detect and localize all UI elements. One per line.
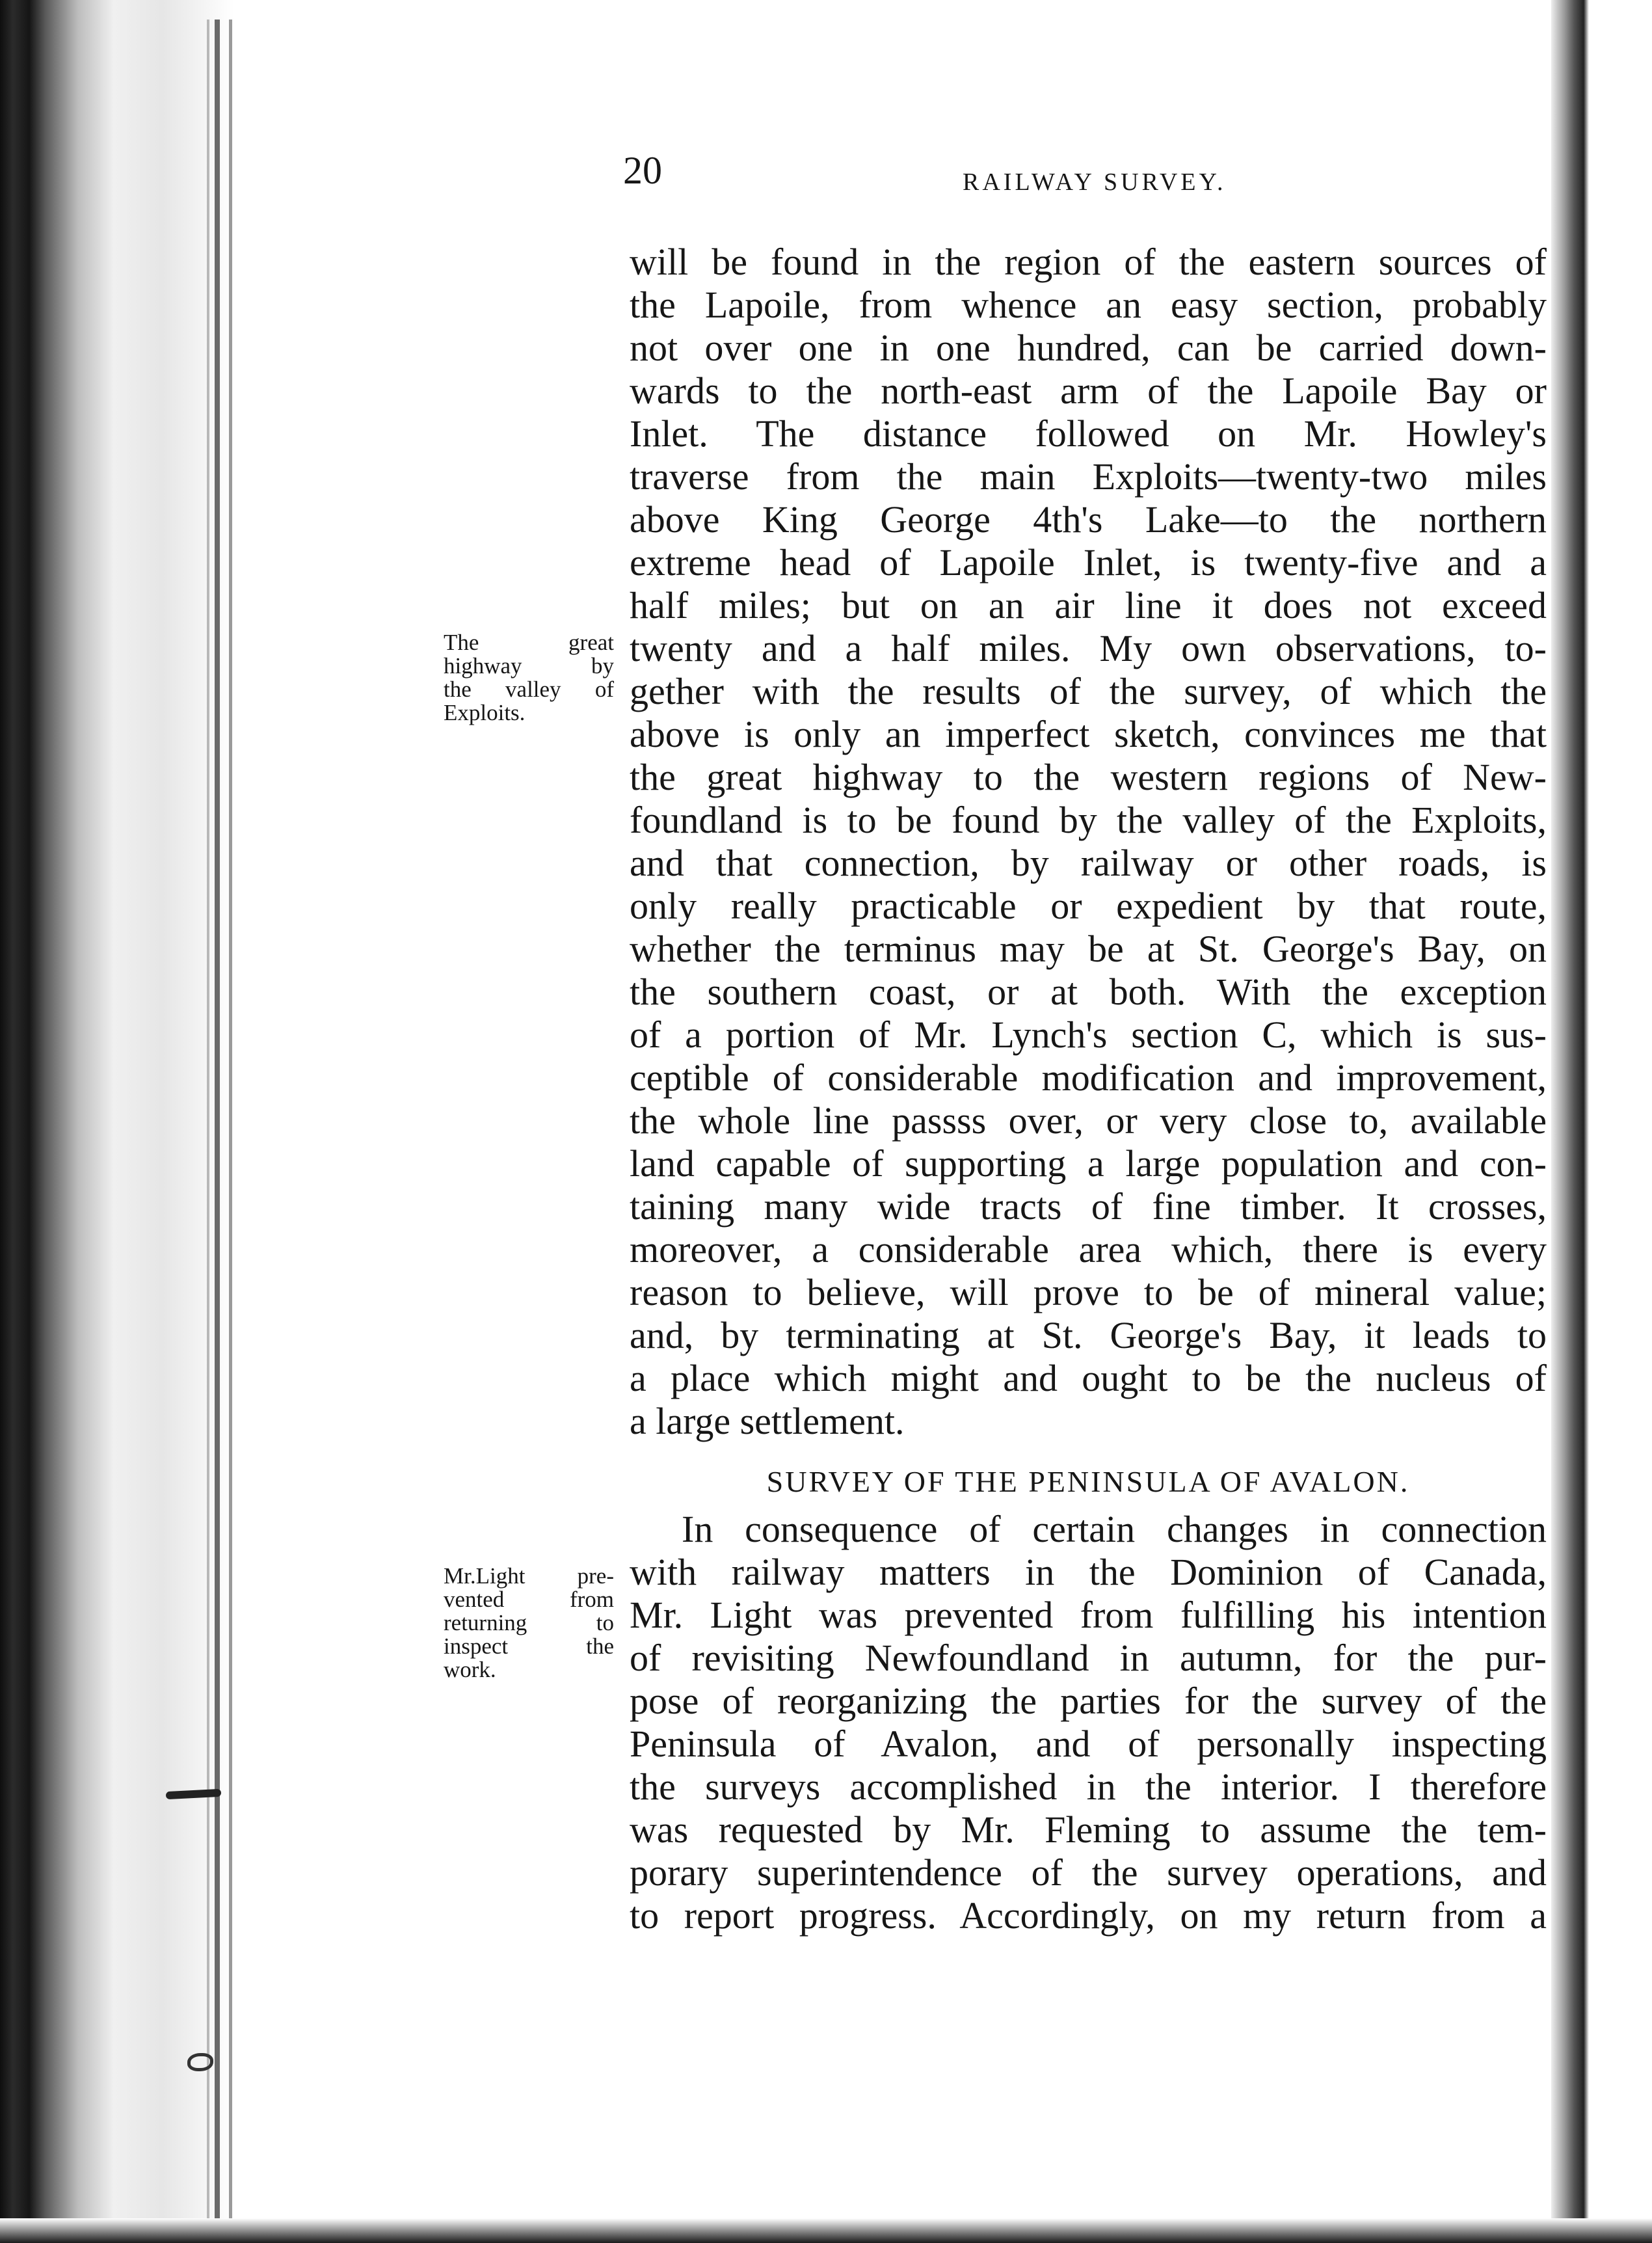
text-line: Peninsula of Avalon, and of personally inspecting [630, 1723, 1547, 1765]
margin-note-line: Exploits. [444, 700, 526, 725]
text-line: only really practicable or expedient by that route, [630, 885, 1547, 927]
text-line: was requested by Mr. Fleming to assume the tem- [630, 1808, 1547, 1851]
text-line: wards to the north-east arm of the Lapoile Bay or [630, 369, 1547, 412]
text-line: with railway matters in the Dominion of Canada, [630, 1551, 1547, 1593]
margin-note-line: Mr.Light pre- [444, 1563, 614, 1589]
text-line: traverse from the main Exploits—twenty-two miles [630, 455, 1547, 498]
text-line: whether the terminus may be at St. George's Bay, on [630, 928, 1547, 970]
scan-bottom-edge [0, 2218, 1652, 2243]
margin-mark [187, 2053, 213, 2071]
text-line: ceptible of considerable modification and improvement, [630, 1056, 1547, 1099]
margin-note-line: work. [444, 1657, 496, 1682]
facing-page-edge [1551, 0, 1652, 2243]
text-line: a place which might and ought to be the nucleus of [630, 1357, 1547, 1399]
text-line: half miles; but on an air line it does not exceed [630, 584, 1547, 626]
text-line: the Lapoile, from whence an easy section, probably [630, 284, 1547, 326]
paragraph-1 [630, 241, 1547, 1443]
text-line: In consequence of certain changes in connection [682, 1508, 1547, 1550]
margin-note [444, 1565, 614, 1682]
text-line: foundland is to be found by the valley of the Exploits, [630, 799, 1547, 841]
margin-note-line: returning to [444, 1610, 614, 1635]
text-line: and that connection, by railway or other roads, is [630, 842, 1547, 884]
text-line: will be found in the region of the eastern sources of [630, 241, 1547, 283]
text-line: reason to believe, will prove to be of mineral value; [630, 1271, 1547, 1313]
book-binding-shadow [0, 0, 234, 2243]
main-text [630, 241, 1547, 1937]
page-edge-line [207, 20, 209, 2218]
text-line: above King George 4th's Lake—to the northern [630, 498, 1547, 541]
text-line: the great highway to the western regions of New- [630, 756, 1547, 798]
text-line: extreme head of Lapoile Inlet, is twenty-five and a [630, 541, 1547, 584]
text-line: of a portion of Mr. Lynch's section C, which is sus- [630, 1014, 1547, 1056]
text-line: land capable of supporting a large population and con- [630, 1142, 1547, 1185]
text-line: gether with the results of the survey, of which the [630, 670, 1547, 712]
text-line: to report progress. Accordingly, on my return from a [630, 1894, 1547, 1937]
running-title: RAILWAY SURVEY. [963, 168, 1227, 196]
page-edge-line [229, 20, 232, 2218]
margin-note-line: inspect the [444, 1633, 614, 1659]
text-line: twenty and a half miles. My own observations, to- [630, 627, 1547, 669]
text-line: the whole line passss over, or very close to, available [630, 1099, 1547, 1142]
text-line: Mr. Light was prevented from fulfilling his intention [630, 1594, 1547, 1636]
text-line: the southern coast, or at both. With the exception [630, 971, 1547, 1013]
text-line: moreover, a considerable area which, there is every [630, 1228, 1547, 1270]
section-heading: SURVEY OF THE PENINSULA OF AVALON. [766, 1465, 1410, 1498]
margin-note [444, 631, 614, 725]
text-line: Inlet. The distance followed on Mr. Howley's [630, 412, 1547, 455]
margin-note-line: highway by [444, 653, 614, 678]
text-line: taining many wide tracts of fine timber. It crosses, [630, 1185, 1547, 1228]
text-line: not over one in one hundred, can be carried down- [630, 327, 1547, 369]
margin-note-line: the valley of [444, 677, 614, 702]
page-edge-line [215, 20, 220, 2218]
page-number: 20 [623, 149, 662, 192]
margin-note-line: The great [444, 630, 614, 655]
text-line: the surveys accomplished in the interior. I therefore [630, 1766, 1547, 1808]
text-line: pose of reorganizing the parties for the survey of the [630, 1680, 1547, 1722]
text-line: porary superintendence of the survey operations, and [630, 1851, 1547, 1894]
margin-note-line: vented from [444, 1587, 614, 1612]
text-line: and, by terminating at St. George's Bay, it leads to [630, 1314, 1547, 1356]
paragraph-2 [630, 1508, 1547, 1937]
text-line: a large settlement. [630, 1400, 905, 1442]
text-line: of revisiting Newfoundland in autumn, for the pur- [630, 1637, 1547, 1679]
text-line: above is only an imperfect sketch, convinces me that [630, 713, 1547, 755]
